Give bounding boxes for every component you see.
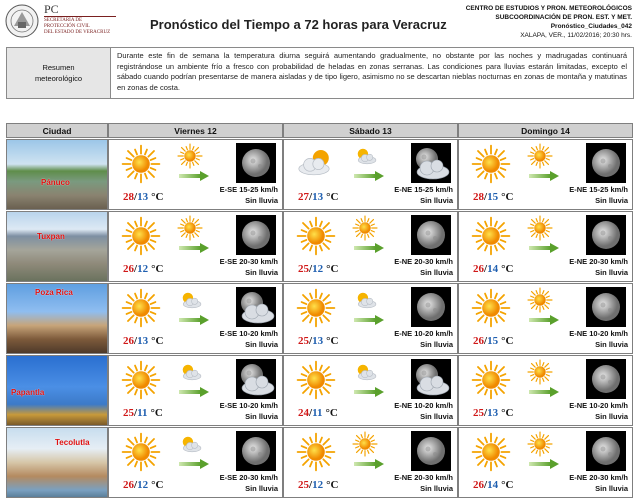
wind-arrow-icon <box>354 240 384 250</box>
temp-separator: / <box>484 191 488 203</box>
sun-icon <box>527 143 553 169</box>
wind-forecast: E-SE 20-30 km/h <box>219 257 278 266</box>
forecast-cell <box>458 283 633 354</box>
forecast-id: Pronóstico_Ciudades_042 <box>550 23 632 30</box>
forecast-cell <box>283 211 458 282</box>
temperature <box>473 407 513 419</box>
rain-forecast: Sin lluvia <box>595 340 628 349</box>
city-cell <box>6 355 108 426</box>
cloud-sun-icon <box>177 431 203 457</box>
temp-max: 26 <box>473 479 484 491</box>
temp-separator: / <box>309 479 313 491</box>
temp-unit: °C <box>151 479 164 491</box>
org-line1: SECRETARÍA DE <box>44 18 83 23</box>
forecast-table <box>6 123 634 498</box>
page-title: Pronóstico del Tiempo a 72 horas para Veracruz <box>150 17 447 32</box>
temp-max: 28 <box>473 191 484 203</box>
temp-max: 26 <box>473 263 484 275</box>
temp-unit: °C <box>501 407 514 419</box>
temperature <box>298 335 338 347</box>
forecast-cell <box>458 211 633 282</box>
forecast-cell <box>458 355 633 426</box>
wind-forecast: E-NE 20-30 km/h <box>394 257 453 266</box>
wind-forecast: E-NE 15-25 km/h <box>569 185 628 194</box>
temperature <box>473 479 513 491</box>
temp-separator: / <box>309 263 313 275</box>
temp-max: 26 <box>123 335 134 347</box>
temp-unit: °C <box>326 263 339 275</box>
sun-icon <box>471 432 511 472</box>
temp-max: 25 <box>473 407 484 419</box>
temp-max: 25 <box>298 479 309 491</box>
org-block <box>44 3 120 36</box>
temp-min: 12 <box>137 263 149 275</box>
wind-forecast: E-NE 20-30 km/h <box>394 473 453 482</box>
table-body <box>6 139 634 498</box>
summary-label: Resumen meteorológico <box>7 48 111 98</box>
city-cell <box>6 139 108 210</box>
moon-icon <box>411 431 451 471</box>
moon-icon <box>586 287 626 327</box>
table-row <box>6 211 634 282</box>
temp-unit: °C <box>151 263 164 275</box>
forecast-cell <box>283 427 458 498</box>
sun-icon <box>177 143 203 169</box>
wind-arrow-icon <box>529 312 559 322</box>
temp-min: 12 <box>312 479 324 491</box>
city-cell <box>6 211 108 282</box>
rain-forecast: Sin lluvia <box>245 412 278 421</box>
temp-unit: °C <box>326 479 339 491</box>
temp-separator: / <box>484 407 488 419</box>
temp-min: 13 <box>487 407 499 419</box>
temp-max: 25 <box>123 407 134 419</box>
temp-min: 15 <box>487 191 499 203</box>
moon-cloud-icon <box>236 359 276 399</box>
moon-icon <box>586 431 626 471</box>
moon-icon <box>586 143 626 183</box>
sun-icon <box>121 432 161 472</box>
header <box>0 0 640 44</box>
wind-forecast: E-SE 20-30 km/h <box>219 473 278 482</box>
wind-forecast: E-NE 15-25 km/h <box>394 185 453 194</box>
rain-forecast: Sin lluvia <box>245 340 278 349</box>
org-pc: PC <box>44 2 59 16</box>
wind-forecast: E-NE 10-20 km/h <box>569 401 628 410</box>
temperature <box>123 407 163 419</box>
temp-unit: °C <box>150 407 163 419</box>
forecast-cell <box>108 211 283 282</box>
temp-min: 15 <box>487 335 499 347</box>
temp-max: 26 <box>123 479 134 491</box>
forecast-cell <box>458 139 633 210</box>
table-header <box>6 123 634 138</box>
temperature <box>298 407 338 419</box>
header-day-3: Domingo 14 <box>458 123 633 138</box>
temperature <box>298 263 338 275</box>
temp-max: 26 <box>473 335 484 347</box>
wind-arrow-icon <box>354 168 384 178</box>
temp-unit: °C <box>501 335 514 347</box>
sun-icon <box>296 360 336 400</box>
forecast-cell <box>108 427 283 498</box>
city-name: Tuxpan <box>37 232 65 241</box>
temp-separator: / <box>134 479 138 491</box>
header-city: Ciudad <box>6 123 108 138</box>
state-seal-logo <box>4 2 40 40</box>
org-line3: DEL ESTADO DE VERACRUZ <box>44 30 111 35</box>
sun-icon <box>296 432 336 472</box>
cloud-sun-icon <box>352 287 378 313</box>
sun-icon <box>121 144 161 184</box>
temp-separator: / <box>134 335 138 347</box>
city-photo <box>7 140 107 209</box>
sun-icon <box>121 216 161 256</box>
wind-forecast: E-SE 10-20 km/h <box>219 401 278 410</box>
temp-min: 12 <box>312 263 324 275</box>
sun-icon <box>352 431 378 457</box>
table-row <box>6 355 634 426</box>
wind-forecast: E-NE 10-20 km/h <box>569 329 628 338</box>
temp-min: 14 <box>487 479 499 491</box>
wind-arrow-icon <box>354 312 384 322</box>
moon-icon <box>236 143 276 183</box>
sun-icon <box>527 431 553 457</box>
temp-unit: °C <box>326 335 339 347</box>
temp-min: 13 <box>137 191 149 203</box>
rain-forecast: Sin lluvia <box>595 412 628 421</box>
moon-icon <box>586 359 626 399</box>
city-name: Poza Rica <box>35 288 73 297</box>
cloud-sun-icon <box>352 143 378 169</box>
city-name: Pánuco <box>41 178 70 187</box>
wind-arrow-icon <box>179 312 209 322</box>
cloud-sun-icon <box>177 359 203 385</box>
wind-arrow-icon <box>179 456 209 466</box>
rain-forecast: Sin lluvia <box>595 196 628 205</box>
temp-min: 11 <box>312 407 323 419</box>
wind-arrow-icon <box>354 456 384 466</box>
wind-arrow-icon <box>529 240 559 250</box>
partly-cloudy-icon <box>296 144 336 184</box>
forecast-cell <box>283 355 458 426</box>
cloud-sun-icon <box>352 359 378 385</box>
rain-forecast: Sin lluvia <box>245 268 278 277</box>
temp-min: 12 <box>137 479 149 491</box>
temperature <box>473 263 513 275</box>
center-name: CENTRO DE ESTUDIOS Y PRON. METEOROLÓGICOS <box>465 5 632 12</box>
temp-max: 27 <box>298 191 309 203</box>
sun-icon <box>296 216 336 256</box>
moon-cloud-icon <box>236 287 276 327</box>
temp-min: 13 <box>137 335 149 347</box>
rain-forecast: Sin lluvia <box>420 484 453 493</box>
wind-arrow-icon <box>354 384 384 394</box>
temp-separator: / <box>484 335 488 347</box>
city-photo <box>7 212 107 281</box>
sun-icon <box>527 215 553 241</box>
sun-icon <box>121 288 161 328</box>
wind-arrow-icon <box>529 456 559 466</box>
issue-date: XALAPA, VER., 11/02/2016; 20:30 hrs. <box>520 32 632 39</box>
rain-forecast: Sin lluvia <box>420 268 453 277</box>
header-day-1: Viernes 12 <box>108 123 283 138</box>
sun-icon <box>527 359 553 385</box>
temperature <box>298 191 338 203</box>
wind-forecast: E-NE 10-20 km/h <box>394 329 453 338</box>
sun-icon <box>352 215 378 241</box>
moon-icon <box>411 215 451 255</box>
cloud-sun-icon <box>177 287 203 313</box>
temp-max: 24 <box>298 407 309 419</box>
subcoordination: SUBCOORDINACIÓN DE PRON. EST. Y MET. <box>495 14 632 21</box>
wind-forecast: E-NE 20-30 km/h <box>569 257 628 266</box>
sun-icon <box>527 287 553 313</box>
rain-forecast: Sin lluvia <box>420 196 453 205</box>
temp-max: 26 <box>123 263 134 275</box>
wind-forecast: E-SE 15-25 km/h <box>219 185 278 194</box>
wind-forecast: E-NE 10-20 km/h <box>394 401 453 410</box>
rain-forecast: Sin lluvia <box>245 196 278 205</box>
temperature <box>123 335 163 347</box>
table-row <box>6 427 634 498</box>
temp-unit: °C <box>326 191 339 203</box>
moon-cloud-icon <box>411 359 451 399</box>
temperature <box>123 479 163 491</box>
temp-max: 25 <box>298 335 309 347</box>
temp-min: 13 <box>312 335 324 347</box>
sun-icon <box>471 360 511 400</box>
rain-forecast: Sin lluvia <box>595 484 628 493</box>
forecast-cell <box>458 427 633 498</box>
temp-separator: / <box>134 263 138 275</box>
org-divider <box>44 16 116 17</box>
temperature <box>123 263 163 275</box>
moon-icon <box>411 287 451 327</box>
forecast-cell <box>108 283 283 354</box>
sun-icon <box>471 216 511 256</box>
temp-unit: °C <box>501 479 514 491</box>
rain-forecast: Sin lluvia <box>420 412 453 421</box>
moon-icon <box>236 215 276 255</box>
temp-separator: / <box>134 191 138 203</box>
moon-icon <box>236 431 276 471</box>
wind-arrow-icon <box>179 168 209 178</box>
wind-arrow-icon <box>179 384 209 394</box>
org-line2: PROTECCIÓN CIVIL <box>44 24 90 29</box>
sun-icon <box>296 288 336 328</box>
wind-forecast: E-SE 10-20 km/h <box>219 329 278 338</box>
city-name: Tecolutla <box>55 438 90 447</box>
issuing-center <box>466 4 632 40</box>
temp-max: 28 <box>123 191 134 203</box>
sun-icon <box>177 215 203 241</box>
temp-min: 14 <box>487 263 499 275</box>
wind-arrow-icon <box>529 384 559 394</box>
temperature <box>473 191 513 203</box>
summary-text: Durante este fin de semana la temperatura diurna seguirá aumentando gradualmente, no obstante por las noches y madrugadas continuará registrándose un ambiente frío a fresco con probabilidad de heladas en zonas serranas. Las condiciones para lluvias estarán limitadas, excepto el sábado cuando podrían presentarse de manera aisladas y de tipo ligero, asimismo no se descartan nieblas nocturnas en zonas de montaña y matutinas en zonas de costa. <box>117 51 627 92</box>
rain-forecast: Sin lluvia <box>595 268 628 277</box>
temp-unit: °C <box>151 191 164 203</box>
temp-separator: / <box>484 479 488 491</box>
temp-separator: / <box>309 335 313 347</box>
rain-forecast: Sin lluvia <box>245 484 278 493</box>
city-cell <box>6 283 108 354</box>
table-row <box>6 139 634 210</box>
temp-separator: / <box>309 191 313 203</box>
weather-summary <box>6 47 634 99</box>
temp-min: 13 <box>312 191 324 203</box>
moon-cloud-icon <box>411 143 451 183</box>
sun-icon <box>121 360 161 400</box>
table-row <box>6 283 634 354</box>
wind-arrow-icon <box>179 240 209 250</box>
temp-separator: / <box>134 407 138 419</box>
wind-arrow-icon <box>529 168 559 178</box>
forecast-cell <box>283 283 458 354</box>
temperature <box>473 335 513 347</box>
temp-unit: °C <box>501 191 514 203</box>
forecast-cell <box>108 355 283 426</box>
sun-icon <box>471 288 511 328</box>
temp-max: 25 <box>298 263 309 275</box>
wind-forecast: E-NE 20-30 km/h <box>569 473 628 482</box>
forecast-cell <box>283 139 458 210</box>
rain-forecast: Sin lluvia <box>420 340 453 349</box>
temp-unit: °C <box>151 335 164 347</box>
sun-icon <box>471 144 511 184</box>
city-name: Papantla <box>11 388 45 397</box>
temp-min: 11 <box>137 407 148 419</box>
header-day-2: Sábado 13 <box>283 123 458 138</box>
temperature <box>298 479 338 491</box>
temp-unit: °C <box>325 407 338 419</box>
temperature <box>123 191 163 203</box>
moon-icon <box>586 215 626 255</box>
temp-unit: °C <box>501 263 514 275</box>
temp-separator: / <box>484 263 488 275</box>
forecast-cell <box>108 139 283 210</box>
temp-separator: / <box>309 407 313 419</box>
city-cell <box>6 427 108 498</box>
